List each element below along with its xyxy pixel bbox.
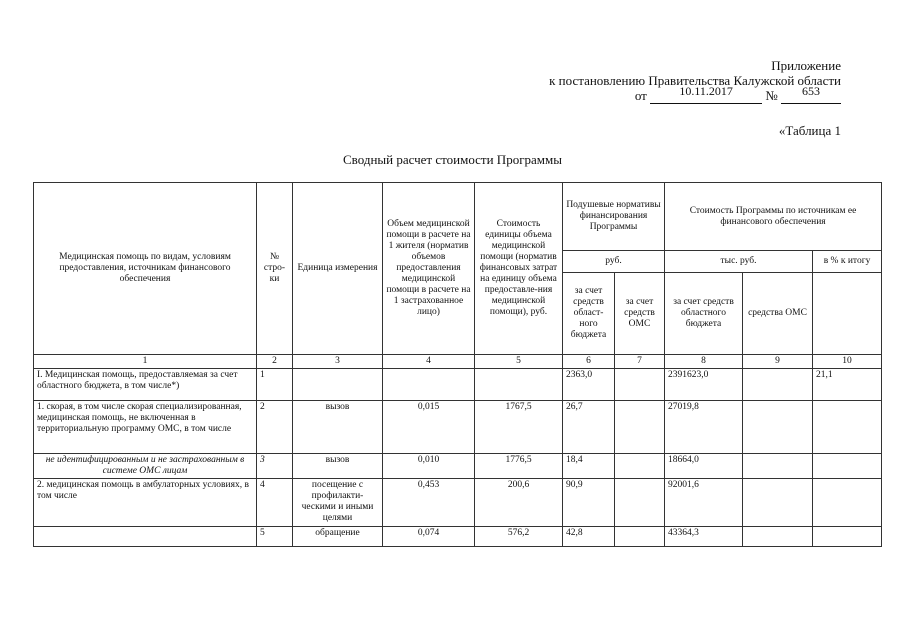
row-c7 xyxy=(615,454,665,479)
row-c7 xyxy=(615,369,665,401)
row-unit: вызов xyxy=(293,401,383,454)
table-row xyxy=(34,454,882,479)
header-program-cost: Стоимость Программы по источникам ее финансового обеспечения xyxy=(665,183,882,251)
row-c9 xyxy=(743,454,813,479)
colnum: 8 xyxy=(665,355,743,369)
row-c9 xyxy=(743,401,813,454)
table-row xyxy=(34,401,882,454)
row-c7 xyxy=(615,527,665,547)
row-volume: 0,453 xyxy=(383,479,475,527)
colnum: 9 xyxy=(743,355,813,369)
row-unit xyxy=(293,369,383,401)
header-unit: Единица измерения xyxy=(293,183,383,355)
colnum: 6 xyxy=(563,355,615,369)
header-oms-rub: за счет средств ОМС xyxy=(615,273,665,355)
row-c8: 92001,6 xyxy=(665,479,743,527)
row-c10 xyxy=(813,527,882,547)
page-title: Сводный расчет стоимости Программы xyxy=(342,152,562,167)
table-row xyxy=(34,527,882,547)
colnum: 2 xyxy=(257,355,293,369)
row-c6: 18,4 xyxy=(563,454,615,479)
row-name: 1. скорая, в том числе скорая специализированная, медицинская помощь, не включенная в территориальную программу ОМС, в том числе xyxy=(34,401,257,454)
table-row xyxy=(34,369,882,401)
row-volume: 0,074 xyxy=(383,527,475,547)
row-c9 xyxy=(743,369,813,401)
row-c6: 2363,0 xyxy=(563,369,615,401)
row-c8: 43364,3 xyxy=(665,527,743,547)
date-field xyxy=(650,84,762,104)
header-line-number: № стро-ки xyxy=(257,183,293,355)
table-label: «Таблица 1 xyxy=(778,123,841,138)
colnum: 5 xyxy=(475,355,563,369)
row-c7 xyxy=(615,401,665,454)
header-volume: Объем медицинской помощи в расчете на 1 жителя (норматив объемов предоставления медицинской помощи в расчете на 1 застрахованное лицо) xyxy=(383,183,475,355)
appendix-label: Приложение xyxy=(771,58,841,73)
header-per-capita-norms: Подушевые нормативы финансирования Программы xyxy=(563,183,665,251)
row-unit: вызов xyxy=(293,454,383,479)
row-line: 1 xyxy=(257,369,293,401)
row-unit-cost xyxy=(475,369,563,401)
header-oms-trub: средства ОМС xyxy=(743,273,813,355)
row-unit-cost: 1767,5 xyxy=(475,401,563,454)
row-c9 xyxy=(743,527,813,547)
column-number-row xyxy=(34,355,882,369)
header-regional-budget-rub: за счет средств област-ного бюджета xyxy=(563,273,615,355)
header-percent-empty xyxy=(813,273,882,355)
colnum: 4 xyxy=(383,355,475,369)
number-prefix: № xyxy=(765,88,778,103)
header-thousand-rub: тыс. руб. xyxy=(665,251,813,273)
row-c8: 27019,8 xyxy=(665,401,743,454)
number-value: 653 xyxy=(802,84,820,98)
row-c7 xyxy=(615,479,665,527)
row-line: 4 xyxy=(257,479,293,527)
row-unit: посещение с профилакти-ческими и иными целями xyxy=(293,479,383,527)
cost-table xyxy=(33,182,882,547)
row-c6: 26,7 xyxy=(563,401,615,454)
row-volume xyxy=(383,369,475,401)
row-c10 xyxy=(813,454,882,479)
row-c10 xyxy=(813,479,882,527)
row-c6: 90,9 xyxy=(563,479,615,527)
date-value: 10.11.2017 xyxy=(679,84,733,98)
row-line: 2 xyxy=(257,401,293,454)
colnum: 10 xyxy=(813,355,882,369)
row-unit-cost: 200,6 xyxy=(475,479,563,527)
row-c9 xyxy=(743,479,813,527)
row-name xyxy=(34,527,257,547)
row-c8: 2391623,0 xyxy=(665,369,743,401)
resolution-label: к постановлению Правительства Калужской области xyxy=(549,73,841,88)
date-number-line xyxy=(634,84,841,104)
row-c8: 18664,0 xyxy=(665,454,743,479)
row-volume: 0,010 xyxy=(383,454,475,479)
row-name: не идентифицированным и не застрахованным в системе ОМС лицам xyxy=(34,454,257,479)
row-line: 5 xyxy=(257,527,293,547)
row-c10: 21,1 xyxy=(813,369,882,401)
header-service: Медицинская помощь по видам, условиям предоставления, источникам финансового обеспечения xyxy=(34,183,257,355)
number-field xyxy=(781,84,841,104)
row-volume: 0,015 xyxy=(383,401,475,454)
header-rub: руб. xyxy=(563,251,665,273)
header-unit-cost: Стоимость единицы объема медицинской помощи (норматив финансовых затрат на единицу объема предоставле-ния медицинской помощи), руб. xyxy=(475,183,563,355)
row-line: 3 xyxy=(257,454,293,479)
row-name: 2. медицинская помощь в амбулаторных условиях, в том числе xyxy=(34,479,257,527)
colnum: 7 xyxy=(615,355,665,369)
colnum: 1 xyxy=(34,355,257,369)
date-prefix: от xyxy=(634,88,647,103)
row-unit: обращение xyxy=(293,527,383,547)
row-unit-cost: 1776,5 xyxy=(475,454,563,479)
row-c10 xyxy=(813,401,882,454)
header-percent: в % к итогу xyxy=(813,251,882,273)
header-regional-budget-trub: за счет средств областного бюджета xyxy=(665,273,743,355)
colnum: 3 xyxy=(293,355,383,369)
table-row xyxy=(34,479,882,527)
row-unit-cost: 576,2 xyxy=(475,527,563,547)
row-c6: 42,8 xyxy=(563,527,615,547)
row-name: I. Медицинская помощь, предоставляемая за счет областного бюджета, в том числе*) xyxy=(34,369,257,401)
